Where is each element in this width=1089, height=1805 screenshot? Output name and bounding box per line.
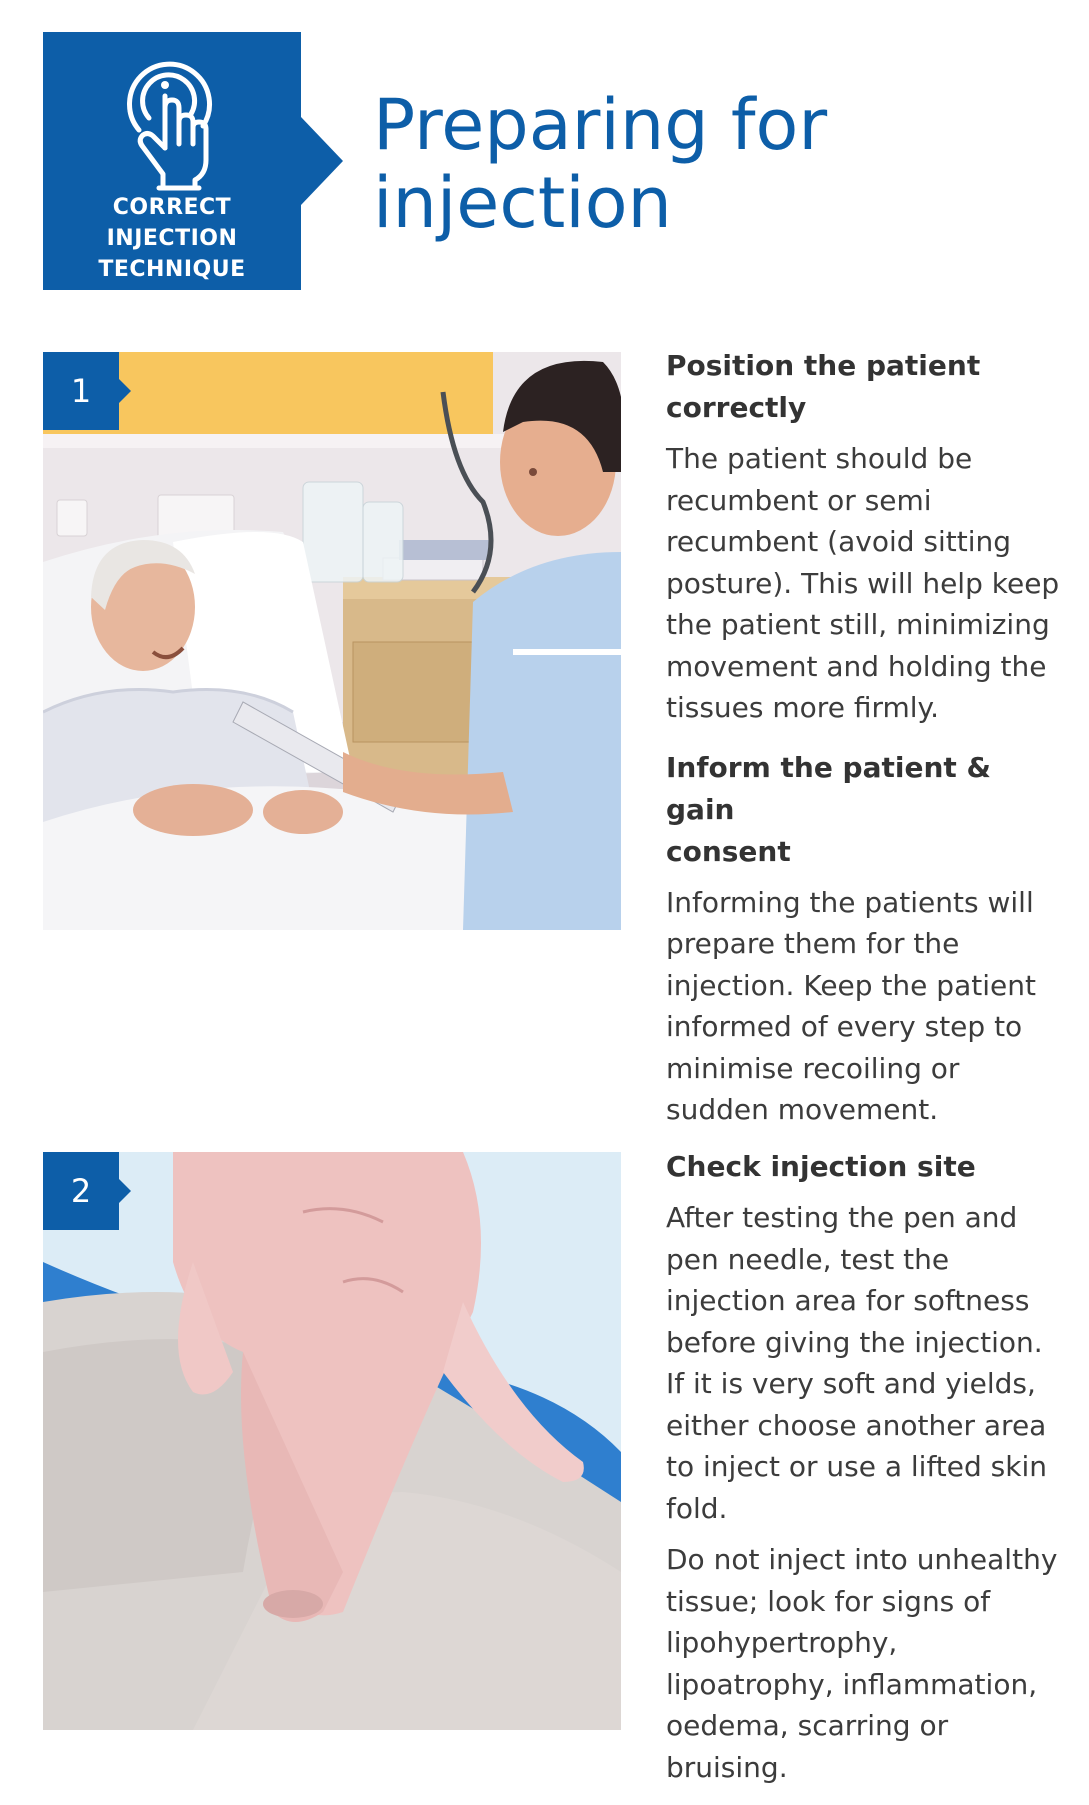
badge-label [43,192,301,285]
body-line: Informing the patients [666,885,979,919]
badge-label-line: CORRECT [112,195,232,220]
step-1-photo-patient-and-nurse [43,352,621,930]
heading-line: correctly [666,391,807,424]
body-line: tissues more firmly. [666,691,940,724]
body-line: inflammation, oedema, [666,1667,1038,1742]
info-touch-icon [111,52,231,192]
step-number-badge: 1 [43,352,119,430]
body-line: the patient still, minimizing [666,608,1050,641]
step-2-text [666,1146,1066,1788]
step-1-text [666,345,1066,1131]
body-line: giving the injection. If it is [666,1325,1043,1400]
body-line: pen needle, test the injection [666,1242,950,1317]
finger-pressing-skin-illustration [43,1152,621,1730]
page-title [373,86,827,242]
body-line: choose another area to [666,1408,1047,1483]
correct-injection-technique-badge [43,32,301,290]
section-body-unhealthy-tissue-warning [666,1539,1066,1788]
body-line: very soft and yields, either [666,1367,1036,1442]
page-title-line: injection [373,162,672,244]
section-heading-check-injection-site [666,1146,1066,1188]
body-line: After testing the pen and [666,1201,1018,1234]
section-heading-position-patient [666,345,1066,429]
section-body-position-patient [666,438,1066,729]
body-line: recumbent (avoid sitting [666,525,1012,558]
badge-label-line: TECHNIQUE [98,257,246,282]
section-body-check-injection-site [666,1197,1066,1529]
body-line: The patient should [666,442,929,475]
body-line: informed of every step to [666,1010,1023,1043]
heading-line: Position the patient [666,349,981,382]
body-line: posture). This will help keep [666,566,1060,600]
section-heading-inform-patient [666,747,1066,873]
body-line: inject or use a lifted skin fold. [666,1450,1048,1525]
body-line: minimise recoiling or sudden [666,1051,960,1126]
body-line: movement and holding the [666,649,1047,683]
page-title-line: Preparing for [373,84,828,166]
body-line: movement. [777,1093,939,1126]
body-line: scarring or bruising. [666,1709,949,1784]
body-line: lipohypertrophy, lipoatrophy, [666,1626,898,1701]
step-number-badge: 2 [43,1152,119,1230]
heading-line: Check injection site [666,1150,976,1183]
badge-label-line: INJECTION [106,226,238,251]
body-line: injection. Keep the patient [666,968,1036,1002]
body-line: Do not inject into unhealthy [666,1543,1058,1576]
step-2-photo-checking-injection-site [43,1152,621,1730]
body-line: area for softness before [666,1284,1030,1359]
patient-nurse-illustration [43,352,621,930]
section-body-inform-patient [666,882,1066,1131]
body-line: be recumbent or semi [666,442,973,517]
heading-line: consent [666,834,791,868]
heading-line: Inform the patient & gain [666,750,991,826]
body-line: tissue; look for signs of [666,1584,991,1618]
body-line: will prepare them for the [666,885,1034,960]
